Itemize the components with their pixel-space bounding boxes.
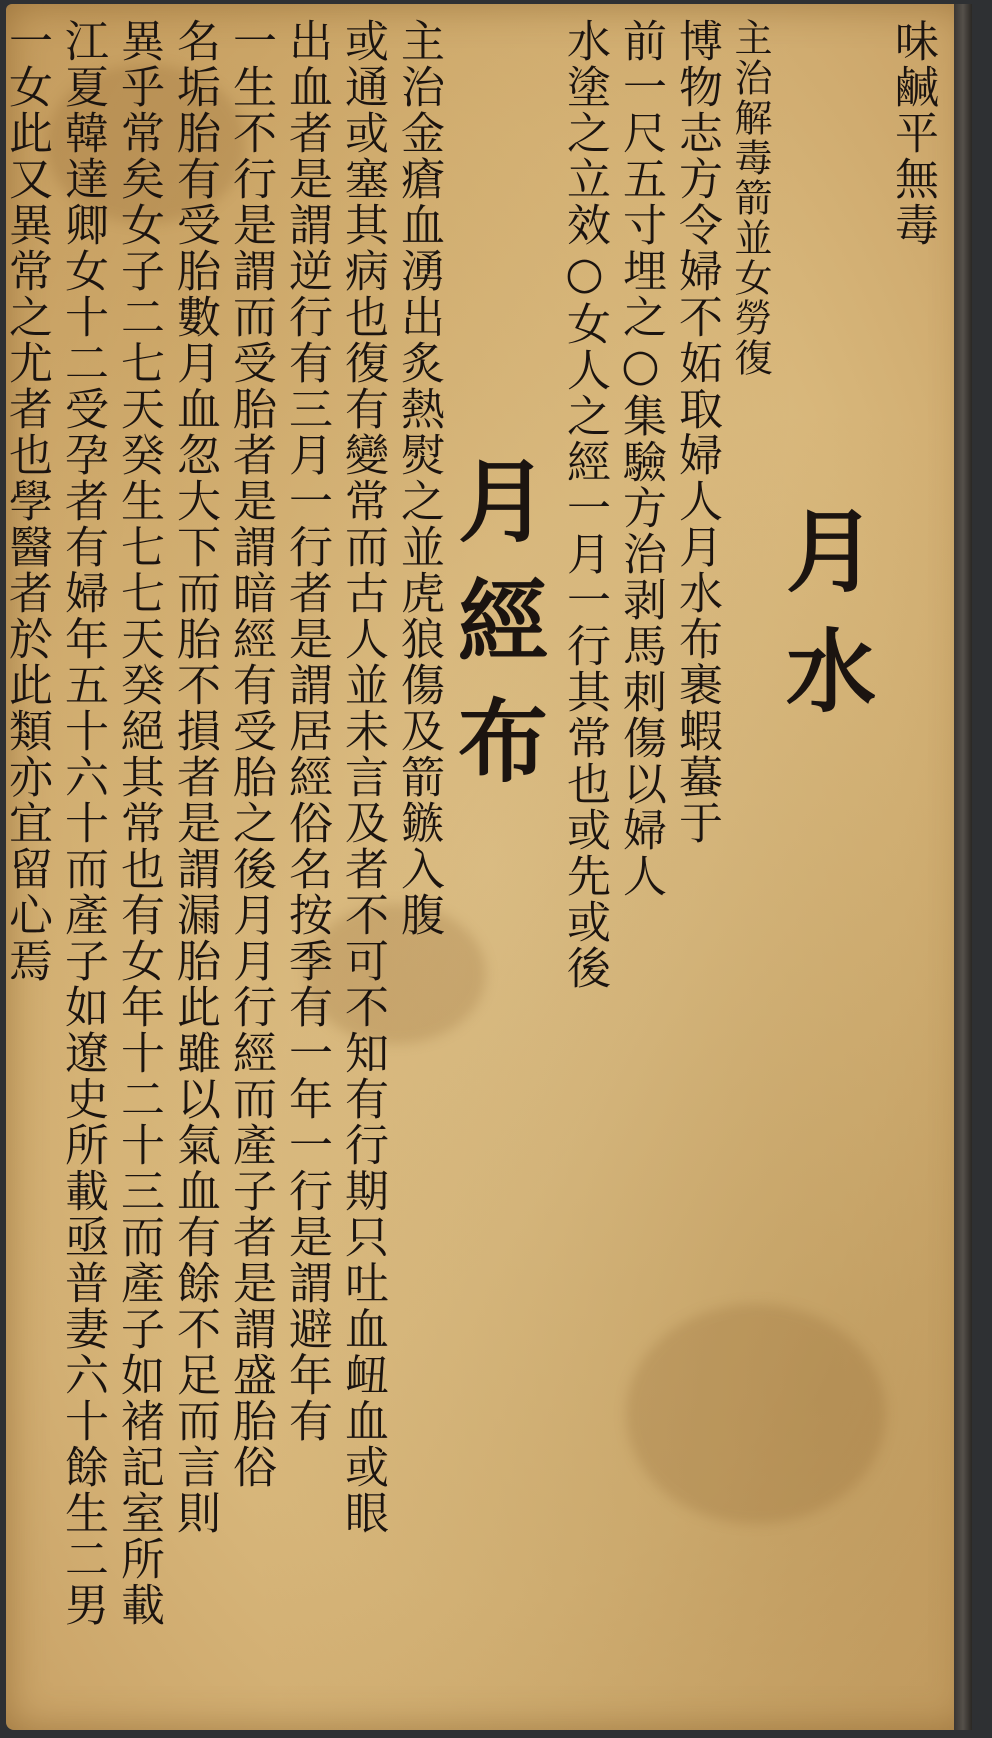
heading-yueshui: 月水 — [770, 504, 876, 744]
text-column: 一生不行是謂而受胎者是謂暗經有受胎之後月月行經而產子者是謂盛胎俗 — [225, 18, 276, 1490]
text-column: 異乎常矣女子二七天癸生七七天癸絕其常也有女年十二十三而產子如褚記室所載 — [113, 18, 164, 1628]
book-page — [1, 4, 972, 1730]
text-column: 一女此又異常之尤者也學醫者於此類亦宜留心焉 — [1, 18, 52, 984]
text-column: 味鹹平無毒 — [887, 18, 938, 248]
heading-yuejingbu: 月經布 — [442, 454, 548, 814]
text-column: 出血者是謂逆行有三月一行者是謂居經俗名按季有一年一行是謂避年有 — [281, 18, 332, 1444]
text-column: 博物志方令婦不妬取婦人月水布裹蝦蟇于 — [671, 18, 722, 846]
text-column: 或通或塞其病也復有變常而古人並未言及者不可不知有行期只吐血衄血或眼 — [337, 18, 388, 1536]
book-spine — [954, 4, 972, 1730]
text-column: 江夏韓達卿女十二受孕者有婦年五十六十而產子如遼史所載亟普妻六十餘生二男 — [57, 18, 108, 1628]
text-column: 名垢胎有受胎數月血忽大下而胎不損者是謂漏胎此雖以氣血有餘不足而言則 — [169, 18, 220, 1536]
text-column: 主治金瘡血湧出炙熱熨之並虎狼傷及箭鏃入腹 — [393, 18, 444, 938]
text-column: 主治解毒箭並女勞復 — [728, 18, 772, 378]
vertical-text-block — [1, 4, 944, 1730]
text-column: 水塗之立效○女人之經一月一行其常也或先或後 — [559, 18, 610, 991]
text-column: 前一尺五寸埋之○集驗方治剥馬刺傷以婦人 — [615, 18, 666, 899]
